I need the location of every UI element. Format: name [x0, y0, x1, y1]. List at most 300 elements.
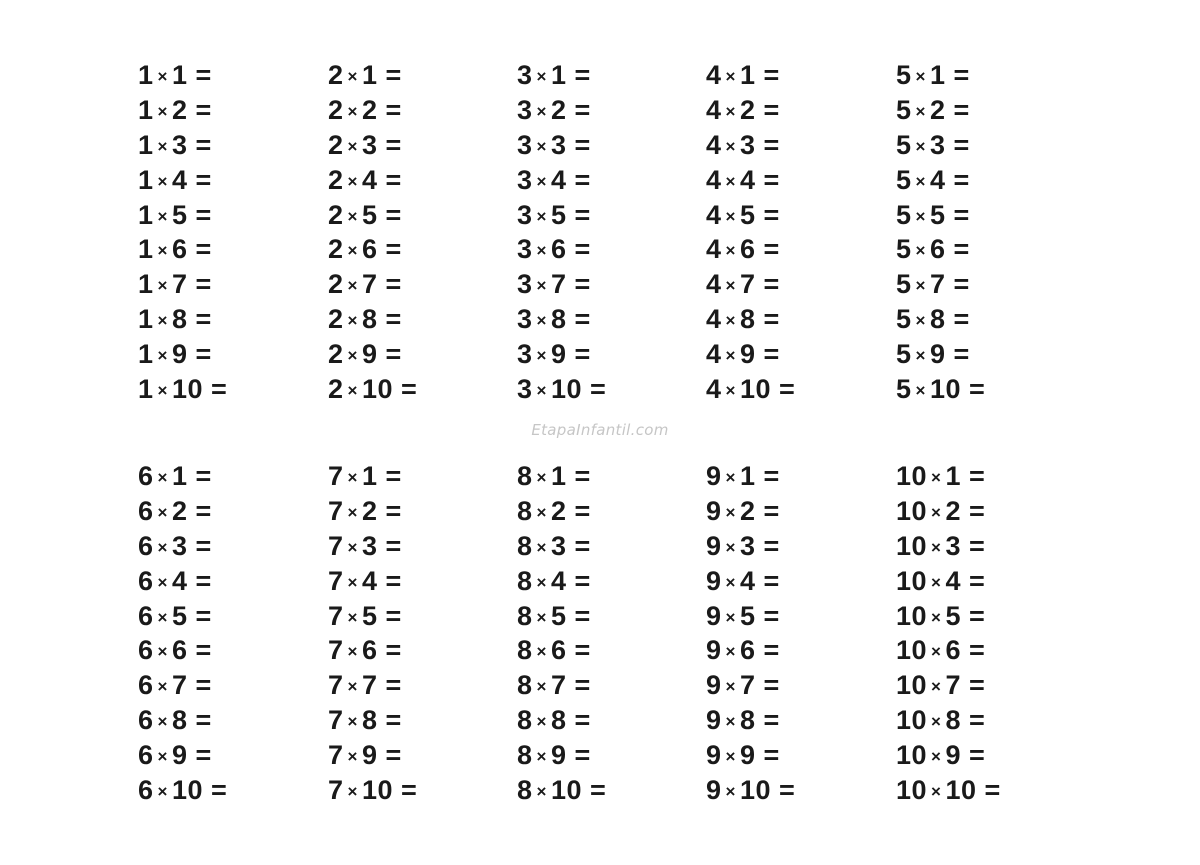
- multiplicand: 5: [896, 339, 912, 370]
- multiplier: 9: [171, 740, 188, 771]
- multiplicand: 9: [706, 530, 722, 561]
- equals-sign: =: [195, 269, 212, 300]
- multiplier: 7: [739, 670, 756, 701]
- multiplier: 7: [361, 269, 378, 300]
- equation-row: [517, 703, 606, 738]
- equals-sign: =: [385, 740, 402, 771]
- equals-sign: =: [953, 60, 970, 90]
- equals-sign: =: [385, 339, 402, 370]
- multiplicand: 5: [896, 129, 912, 160]
- equals-sign: =: [969, 600, 986, 631]
- multiplier: 5: [171, 199, 188, 230]
- multiplier: 10: [945, 775, 977, 806]
- multiply-sign: ×: [536, 642, 547, 662]
- equation-row: [896, 633, 1001, 668]
- multiplier: 10: [171, 775, 204, 806]
- multiplier: 10: [361, 374, 394, 405]
- equals-sign: =: [385, 129, 402, 160]
- multiply-sign: ×: [536, 171, 547, 191]
- multiply-sign: ×: [536, 346, 547, 366]
- multiplicand: 9: [706, 565, 722, 596]
- multiplier: 9: [550, 339, 567, 370]
- multiply-sign: ×: [347, 67, 358, 86]
- equals-sign: =: [195, 339, 212, 370]
- equation-row: [706, 703, 795, 738]
- multiply-sign: ×: [725, 171, 736, 191]
- multiplier: 3: [171, 530, 188, 561]
- times-table-1-column: [138, 58, 227, 407]
- equals-sign: =: [953, 129, 970, 160]
- multiplicand: 9: [706, 635, 722, 666]
- multiplicand: 10: [896, 635, 928, 666]
- multiplicand: 5: [896, 374, 912, 405]
- multiplicand: 7: [328, 461, 344, 491]
- equation-row: [138, 703, 227, 738]
- equation-row: [138, 529, 227, 564]
- multiplier: 4: [550, 164, 567, 195]
- equals-sign: =: [953, 269, 970, 300]
- equals-sign: =: [195, 199, 212, 230]
- multiplicand: 4: [706, 269, 722, 300]
- equation-row: [896, 668, 1001, 703]
- multiplier: 8: [171, 304, 188, 335]
- equation-row: [138, 267, 227, 302]
- times-table-5-column: [896, 58, 985, 407]
- multiplier: 1: [929, 60, 946, 90]
- multiply-sign: ×: [347, 381, 358, 401]
- multiplicand: 10: [896, 775, 928, 806]
- multiplicand: 8: [517, 775, 533, 806]
- multiply-sign: ×: [931, 607, 942, 627]
- multiplier: 2: [739, 495, 756, 526]
- equals-sign: =: [763, 60, 780, 90]
- multiply-sign: ×: [915, 381, 926, 401]
- equation-row: [328, 773, 417, 808]
- multiplier: 6: [171, 635, 188, 666]
- equals-sign: =: [385, 60, 402, 90]
- multiplier: 9: [550, 740, 567, 771]
- multiply-sign: ×: [536, 537, 547, 557]
- multiply-sign: ×: [536, 276, 547, 296]
- multiplicand: 1: [138, 199, 154, 230]
- equation-row: [328, 459, 417, 494]
- multiplicand: 1: [138, 164, 154, 195]
- equation-row: [706, 738, 795, 773]
- equation-row: [328, 128, 417, 163]
- equation-row: [328, 564, 417, 599]
- multiply-sign: ×: [536, 747, 547, 767]
- multiplicand: 10: [896, 461, 928, 491]
- multiply-sign: ×: [915, 241, 926, 261]
- equals-sign: =: [574, 60, 591, 90]
- multiply-sign: ×: [536, 607, 547, 627]
- multiplicand: 1: [138, 94, 154, 125]
- multiply-sign: ×: [536, 101, 547, 121]
- equation-row: [706, 773, 795, 808]
- equals-sign: =: [574, 600, 591, 631]
- multiply-sign: ×: [157, 101, 168, 121]
- multiplier: 5: [361, 600, 378, 631]
- multiplicand: 7: [328, 495, 344, 526]
- multiply-sign: ×: [725, 607, 736, 627]
- times-table-6-column: [138, 459, 227, 808]
- equation-row: [896, 128, 985, 163]
- multiplier: 1: [361, 461, 378, 491]
- equation-row: [517, 128, 606, 163]
- multiplier: 10: [361, 775, 394, 806]
- multiplier: 8: [550, 304, 567, 335]
- equation-row: [328, 302, 417, 337]
- equals-sign: =: [763, 600, 780, 631]
- multiply-sign: ×: [725, 537, 736, 557]
- equals-sign: =: [195, 164, 212, 195]
- equals-sign: =: [385, 635, 402, 666]
- multiply-sign: ×: [347, 468, 358, 487]
- equation-row: [517, 633, 606, 668]
- multiplicand: 8: [517, 565, 533, 596]
- equals-sign: =: [763, 495, 780, 526]
- equation-row: [138, 494, 227, 529]
- multiplicand: 1: [138, 269, 154, 300]
- equals-sign: =: [574, 530, 591, 561]
- equals-sign: =: [195, 234, 212, 265]
- multiplicand: 3: [517, 304, 533, 335]
- multiplicand: 2: [328, 60, 344, 90]
- times-table-10-column: [896, 459, 1001, 808]
- multiplier: 3: [550, 530, 567, 561]
- equation-row: [138, 564, 227, 599]
- equals-sign: =: [385, 600, 402, 631]
- multiply-sign: ×: [915, 206, 926, 226]
- equation-row: [896, 494, 1001, 529]
- equals-sign: =: [590, 775, 607, 806]
- equation-row: [706, 599, 795, 634]
- multiplier: 6: [361, 234, 378, 265]
- equals-sign: =: [211, 775, 228, 806]
- multiplicand: 1: [138, 339, 154, 370]
- times-table-7-column: [328, 459, 417, 808]
- multiplicand: 3: [517, 164, 533, 195]
- equation-row: [517, 93, 606, 128]
- multiplicand: 10: [896, 495, 928, 526]
- equals-sign: =: [574, 269, 591, 300]
- times-table-2-column: [328, 58, 417, 407]
- equals-sign: =: [574, 339, 591, 370]
- equation-row: [896, 58, 985, 93]
- equals-sign: =: [953, 304, 970, 335]
- equals-sign: =: [969, 740, 986, 771]
- equals-sign: =: [195, 495, 212, 526]
- multiplicand: 9: [706, 600, 722, 631]
- multiplier: 8: [929, 304, 946, 335]
- multiplicand: 7: [328, 600, 344, 631]
- multiply-sign: ×: [536, 206, 547, 226]
- equation-row: [138, 773, 227, 808]
- equation-row: [138, 198, 227, 233]
- multiply-sign: ×: [157, 537, 168, 557]
- equation-row: [328, 267, 417, 302]
- multiply-sign: ×: [536, 381, 547, 401]
- multiply-sign: ×: [347, 346, 358, 366]
- equation-row: [517, 738, 606, 773]
- multiply-sign: ×: [931, 677, 942, 697]
- multiply-sign: ×: [347, 241, 358, 261]
- multiplier: 7: [550, 269, 567, 300]
- equals-sign: =: [574, 94, 591, 125]
- multiplier: 5: [171, 600, 188, 631]
- multiplicand: 7: [328, 635, 344, 666]
- multiply-sign: ×: [931, 572, 942, 592]
- multiplicand: 5: [896, 234, 912, 265]
- equation-row: [517, 337, 606, 372]
- equation-row: [517, 459, 606, 494]
- multiply-sign: ×: [725, 468, 736, 487]
- multiplier: 2: [739, 94, 756, 125]
- multiply-sign: ×: [725, 241, 736, 261]
- multiplicand: 6: [138, 705, 154, 736]
- multiplicand: 5: [896, 269, 912, 300]
- equals-sign: =: [385, 199, 402, 230]
- multiplicand: 4: [706, 199, 722, 230]
- multiplier: 9: [739, 339, 756, 370]
- equals-sign: =: [763, 705, 780, 736]
- multiplier: 8: [739, 705, 756, 736]
- equation-row: [328, 668, 417, 703]
- multiplicand: 10: [896, 600, 928, 631]
- multiply-sign: ×: [347, 171, 358, 191]
- multiply-sign: ×: [157, 712, 168, 732]
- equation-row: [706, 198, 795, 233]
- multiplier: 1: [739, 461, 756, 491]
- multiply-sign: ×: [725, 572, 736, 592]
- multiply-sign: ×: [157, 572, 168, 592]
- equals-sign: =: [763, 635, 780, 666]
- multiplicand: 6: [138, 461, 154, 491]
- multiply-sign: ×: [536, 712, 547, 732]
- multiplicand: 8: [517, 530, 533, 561]
- multiply-sign: ×: [347, 712, 358, 732]
- multiplicand: 9: [706, 705, 722, 736]
- multiply-sign: ×: [536, 311, 547, 331]
- multiplicand: 5: [896, 94, 912, 125]
- multiply-sign: ×: [347, 607, 358, 627]
- equals-sign: =: [195, 565, 212, 596]
- equals-sign: =: [763, 339, 780, 370]
- equation-row: [328, 529, 417, 564]
- equation-row: [138, 302, 227, 337]
- multiplicand: 3: [517, 199, 533, 230]
- multiply-sign: ×: [725, 747, 736, 767]
- multiplier: 4: [171, 565, 188, 596]
- equals-sign: =: [763, 740, 780, 771]
- multiply-sign: ×: [536, 782, 547, 802]
- equals-sign: =: [195, 129, 212, 160]
- multiplier: 6: [550, 234, 567, 265]
- multiply-sign: ×: [157, 67, 168, 86]
- multiply-sign: ×: [347, 311, 358, 331]
- multiply-sign: ×: [725, 276, 736, 296]
- equation-row: [138, 163, 227, 198]
- multiply-sign: ×: [347, 537, 358, 557]
- multiplier: 8: [945, 705, 962, 736]
- multiplier: 3: [739, 129, 756, 160]
- multiply-sign: ×: [157, 136, 168, 156]
- multiplier: 4: [739, 565, 756, 596]
- multiplicand: 9: [706, 740, 722, 771]
- equation-row: [706, 633, 795, 668]
- multiply-sign: ×: [157, 311, 168, 331]
- equation-row: [138, 232, 227, 267]
- multiplicand: 4: [706, 60, 722, 90]
- equation-row: [328, 703, 417, 738]
- multiplicand: 2: [328, 374, 344, 405]
- times-table-8-column: [517, 459, 606, 808]
- equation-row: [138, 128, 227, 163]
- multiplicand: 4: [706, 164, 722, 195]
- multiply-sign: ×: [536, 468, 547, 487]
- multiplicand: 8: [517, 495, 533, 526]
- multiply-sign: ×: [536, 241, 547, 261]
- equation-row: [328, 93, 417, 128]
- equation-row: [706, 459, 795, 494]
- equation-row: [706, 267, 795, 302]
- equals-sign: =: [385, 670, 402, 701]
- equation-row: [328, 599, 417, 634]
- multiplier: 9: [739, 740, 756, 771]
- multiplicand: 3: [517, 234, 533, 265]
- multiply-sign: ×: [347, 502, 358, 522]
- equation-row: [138, 58, 227, 93]
- multiply-sign: ×: [915, 346, 926, 366]
- multiplier: 5: [550, 199, 567, 230]
- multiply-sign: ×: [347, 642, 358, 662]
- multiplicand: 7: [328, 775, 344, 806]
- equals-sign: =: [763, 530, 780, 561]
- equation-row: [138, 372, 227, 407]
- multiply-sign: ×: [931, 747, 942, 767]
- multiply-sign: ×: [347, 206, 358, 226]
- equals-sign: =: [385, 269, 402, 300]
- multiplier: 6: [929, 234, 946, 265]
- equals-sign: =: [574, 234, 591, 265]
- equals-sign: =: [574, 740, 591, 771]
- multiply-sign: ×: [157, 381, 168, 401]
- multiply-sign: ×: [931, 712, 942, 732]
- equation-row: [138, 459, 227, 494]
- multiplier: 7: [945, 670, 962, 701]
- equation-row: [328, 232, 417, 267]
- multiply-sign: ×: [725, 346, 736, 366]
- multiplier: 7: [550, 670, 567, 701]
- equation-row: [706, 564, 795, 599]
- multiplier: 4: [739, 164, 756, 195]
- equals-sign: =: [195, 635, 212, 666]
- multiply-sign: ×: [347, 276, 358, 296]
- equation-row: [138, 599, 227, 634]
- multiplicand: 1: [138, 374, 154, 405]
- equals-sign: =: [779, 374, 796, 405]
- multiplicand: 10: [896, 670, 928, 701]
- multiply-sign: ×: [915, 136, 926, 156]
- multiplier: 8: [361, 705, 378, 736]
- equals-sign: =: [969, 670, 986, 701]
- multiplicand: 8: [517, 705, 533, 736]
- multiplier: 10: [550, 775, 583, 806]
- multiplicand: 6: [138, 495, 154, 526]
- equals-sign: =: [401, 374, 418, 405]
- equation-row: [517, 267, 606, 302]
- multiplicand: 1: [138, 60, 154, 90]
- multiplier: 7: [929, 269, 946, 300]
- equation-row: [896, 267, 985, 302]
- multiplicand: 9: [706, 775, 722, 806]
- multiplicand: 2: [328, 269, 344, 300]
- equation-row: [896, 372, 985, 407]
- multiply-sign: ×: [157, 502, 168, 522]
- multiplier: 3: [361, 530, 378, 561]
- equals-sign: =: [574, 164, 591, 195]
- multiply-sign: ×: [157, 171, 168, 191]
- multiplicand: 9: [706, 495, 722, 526]
- equals-sign: =: [211, 374, 228, 405]
- multiply-sign: ×: [536, 67, 547, 86]
- equals-sign: =: [953, 339, 970, 370]
- multiplicand: 8: [517, 670, 533, 701]
- equals-sign: =: [763, 670, 780, 701]
- multiplicand: 6: [138, 740, 154, 771]
- multiplier: 8: [739, 304, 756, 335]
- multiply-sign: ×: [536, 502, 547, 522]
- multiply-sign: ×: [157, 782, 168, 802]
- multiplier: 4: [361, 164, 378, 195]
- multiplicand: 4: [706, 234, 722, 265]
- multiplier: 6: [171, 234, 188, 265]
- multiplier: 1: [739, 60, 756, 90]
- multiplier: 2: [361, 94, 378, 125]
- multiplicand: 6: [138, 775, 154, 806]
- equals-sign: =: [763, 129, 780, 160]
- multiplicand: 7: [328, 705, 344, 736]
- equals-sign: =: [969, 705, 986, 736]
- multiplicand: 5: [896, 164, 912, 195]
- multiply-sign: ×: [536, 572, 547, 592]
- equals-sign: =: [969, 374, 986, 405]
- multiplier: 5: [929, 199, 946, 230]
- multiplicand: 9: [706, 461, 722, 491]
- multiply-sign: ×: [157, 276, 168, 296]
- multiply-sign: ×: [725, 101, 736, 121]
- equation-row: [896, 163, 985, 198]
- multiplicand: 7: [328, 740, 344, 771]
- multiplier: 6: [739, 234, 756, 265]
- equals-sign: =: [195, 530, 212, 561]
- multiplicand: 6: [138, 635, 154, 666]
- multiply-sign: ×: [347, 136, 358, 156]
- multiplicand: 2: [328, 94, 344, 125]
- equation-row: [517, 163, 606, 198]
- equals-sign: =: [763, 94, 780, 125]
- equation-row: [706, 668, 795, 703]
- equals-sign: =: [385, 304, 402, 335]
- multiplier: 2: [171, 94, 188, 125]
- multiplier: 4: [929, 164, 946, 195]
- multiplicand: 7: [328, 530, 344, 561]
- multiplicand: 6: [138, 600, 154, 631]
- equation-row: [896, 459, 1001, 494]
- equation-row: [706, 372, 795, 407]
- equals-sign: =: [953, 234, 970, 265]
- equation-row: [896, 738, 1001, 773]
